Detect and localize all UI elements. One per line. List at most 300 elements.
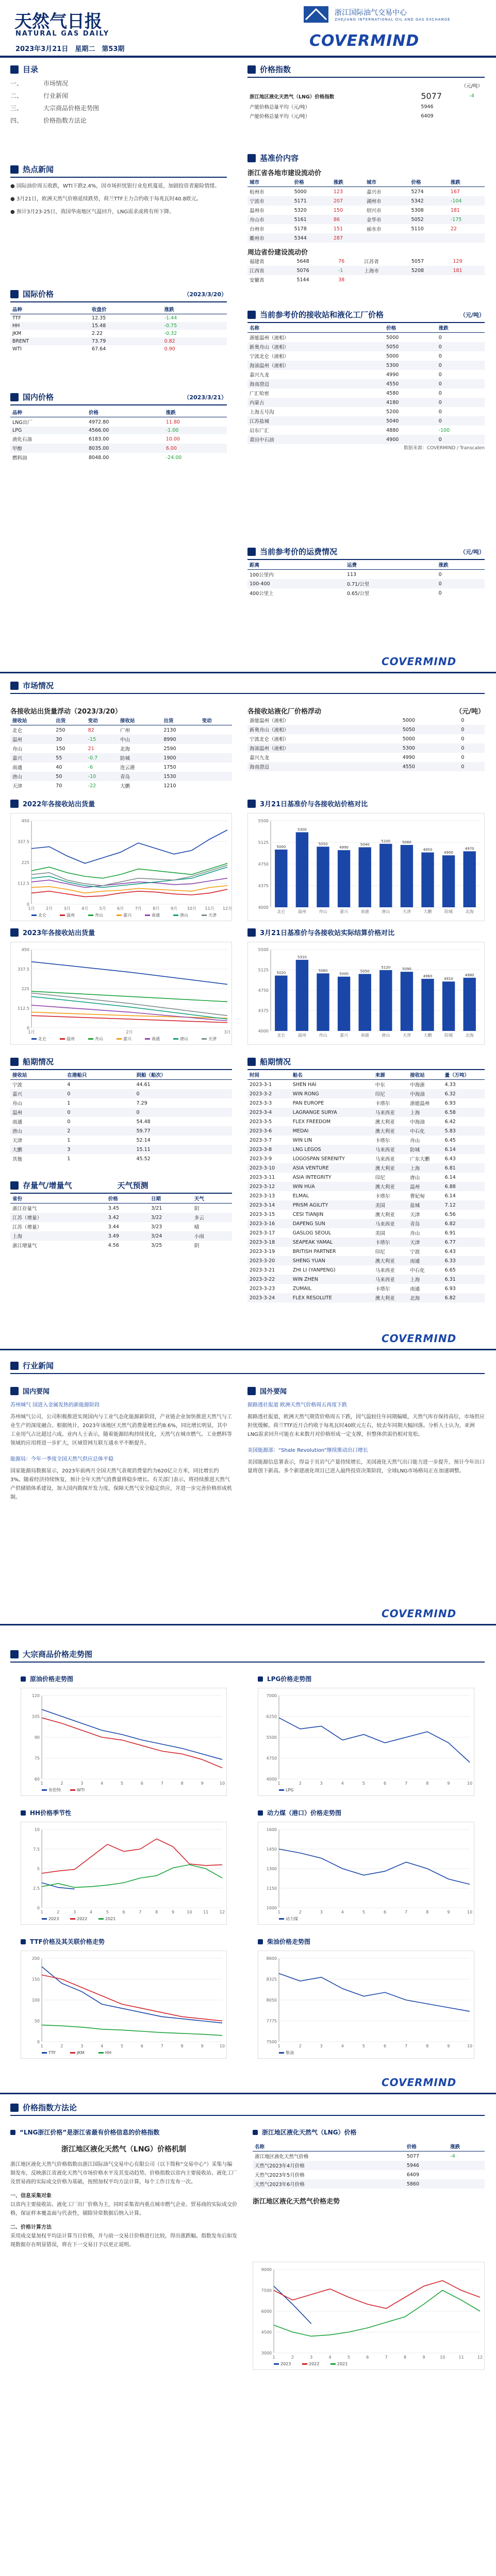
table-row <box>247 1210 485 1219</box>
table-cell: TTF <box>12 315 21 321</box>
x-tick-label: 5 <box>347 2355 351 2360</box>
table-row <box>247 1173 485 1182</box>
data-label: 5050 <box>360 969 370 974</box>
table-cell: 温州 <box>10 735 54 744</box>
x-tick-label: 2 <box>60 1781 63 1786</box>
legend-swatch <box>117 1038 122 1040</box>
toc-item[interactable]: 二、 行业新闻 <box>10 92 69 99</box>
x-tick-label: 7 <box>160 2044 163 2048</box>
legend-label: 舟山 <box>95 1037 103 1041</box>
table-cell: 4990 <box>386 371 399 378</box>
table-cell: 2023-3-8 <box>247 1145 291 1154</box>
table-row <box>247 1089 485 1098</box>
source-note: 数据来源：COVERMIND / Transcalen <box>403 446 485 451</box>
table-cell: -22 <box>88 783 96 789</box>
column-header: 接收站 <box>118 716 161 725</box>
legend-label: 2021 <box>105 1917 116 1921</box>
table-cell: 其他 <box>12 1157 23 1162</box>
method-table <box>253 2142 485 2189</box>
table-cell: 5274 <box>411 189 424 195</box>
y-tick-label: 4000 <box>266 1777 277 1782</box>
data-label: 4980 <box>465 973 474 977</box>
column-header: 价格 <box>106 1194 149 1204</box>
table-cell: 江苏盐城 <box>247 416 384 426</box>
table-cell: 5057 <box>411 258 424 264</box>
exchange-name-cn: 浙江国际油气交易中心 <box>335 9 407 17</box>
table-row <box>247 1145 485 1154</box>
column-header: 涨跌 <box>164 408 227 417</box>
legend-label: JKM <box>77 2050 85 2055</box>
table-cell <box>200 744 232 753</box>
table-row <box>10 772 232 781</box>
table-cell: -10 <box>86 772 118 781</box>
table-row <box>10 753 232 762</box>
series-line-TTF <box>42 1967 222 2023</box>
bar-大鹏 <box>421 979 434 1031</box>
base-price-subheading: 浙江省各地市建设流动价 <box>247 170 322 177</box>
table-cell: JKM <box>12 331 22 336</box>
legend-swatch <box>88 1038 93 1040</box>
x-tick-label: 3 <box>320 2044 323 2048</box>
table-cell: -4 <box>469 93 474 99</box>
table-cell: 澳大利亚 <box>375 1212 395 1218</box>
table-cell: -0.7 <box>86 753 118 762</box>
table-cell: 新奥舟山（液相） <box>247 342 384 351</box>
bar-唐山 <box>379 844 392 907</box>
column-header: 价格 <box>87 408 164 417</box>
table-cell: 3/24 <box>149 1231 192 1241</box>
table-cell: 0 <box>65 1108 134 1117</box>
x-tick-label: 8 <box>426 1910 429 1914</box>
x-tick-label: 北仑 <box>277 909 286 914</box>
legend-swatch <box>42 1789 47 1791</box>
y-tick-label: 4750 <box>258 988 269 993</box>
domestic-text: 苏州城气公司，公司积极推进实现国内与工业气态化能源新阶段，产业链企业加快推进天然气与工业生产的深度融合。根据统计，2023年该地区天然气消费量增长约8.6%，同比增长明显，其中工业用气占比超过六成。业内人士表示，随着能源结构持续优化，天然气在城市燃气、工业燃料等领域的应用将进一步扩大，区域管网互联互通水平不断提升。 <box>10 1414 232 1446</box>
table-row <box>247 1117 485 1126</box>
table-cell: 1 <box>67 1156 71 1162</box>
x-tick-label: 6月 <box>117 906 124 911</box>
divider <box>247 77 485 78</box>
table-cell: 70 <box>56 783 62 789</box>
table-cell: 0 <box>459 743 485 753</box>
legend-swatch <box>60 1038 65 1040</box>
column-header: 价格 <box>409 177 449 187</box>
table-cell: 5000 <box>294 189 307 195</box>
table-cell: 6.58 <box>443 1108 485 1117</box>
table-cell: 5161 <box>292 215 332 224</box>
table-cell: 4180 <box>384 398 437 407</box>
toc-icon <box>10 65 19 74</box>
bar-嘉兴 <box>338 977 350 1031</box>
y-tick-label: 4500 <box>261 2330 272 2335</box>
table-row <box>247 716 485 725</box>
divider <box>10 177 227 178</box>
column-header: 变动 <box>200 716 232 725</box>
toc-item[interactable]: 四、 价格指数方法论 <box>10 117 87 124</box>
table-cell: 澳大利亚 <box>373 1182 408 1191</box>
bar-温州 <box>296 832 308 907</box>
table-row <box>247 416 485 426</box>
legend-label: 2023 <box>48 1917 59 1921</box>
legend-swatch <box>274 2363 279 2365</box>
x-tick-label: 6 <box>140 1781 143 1786</box>
column-header: 品种 <box>10 408 87 417</box>
table-row <box>247 257 485 266</box>
legend-label: 天津 <box>208 1037 217 1041</box>
table-cell: 5860 <box>405 2179 448 2189</box>
base-price-section <box>247 152 485 284</box>
column-header: 涨跌 <box>449 177 485 187</box>
table-row <box>247 1200 485 1210</box>
legend-swatch <box>173 914 178 916</box>
table-cell: PRISM AGILITY <box>291 1200 373 1210</box>
domestic-headline-2[interactable]: 能源局：今年一季度全国天然气供应总体平稳 <box>10 1456 113 1462</box>
base-price-heading: 基准价内容 <box>247 152 485 163</box>
table-row <box>247 1154 485 1163</box>
table-row <box>247 725 485 734</box>
neighbor-subheading: 周边省份建设流动价 <box>247 249 308 257</box>
x-tick-label: 嘉兴 <box>340 1033 349 1038</box>
column-header: 价格 <box>405 2142 448 2151</box>
hot-news-list <box>10 182 227 216</box>
table-cell: WTI <box>12 346 22 352</box>
table-cell: 4.33 <box>444 1081 456 1088</box>
ship-fee-table <box>247 560 485 598</box>
table-cell: 2023-3-16 <box>247 1219 291 1228</box>
table-cell: 5648 <box>296 258 309 264</box>
x-tick-label: 4 <box>341 1910 344 1914</box>
table-cell: 0.71/公里 <box>345 579 437 588</box>
table-row <box>247 1136 485 1145</box>
x-tick-label: 5 <box>362 2044 365 2048</box>
legend-swatch <box>145 1038 150 1040</box>
table-row <box>247 1191 485 1200</box>
table-row <box>247 1108 485 1117</box>
x-tick-label: 唐山 <box>382 1033 390 1038</box>
table-row <box>247 333 485 343</box>
table-cell: 北海 <box>120 747 130 752</box>
table-cell: 5077 <box>406 2153 420 2159</box>
table-cell: 卡塔尔 <box>375 1194 390 1199</box>
table-cell: SHEN HAI <box>292 1081 317 1088</box>
table-row <box>247 388 485 398</box>
table-cell: 6.43 <box>444 1156 456 1162</box>
column-header: 品种 <box>10 304 90 314</box>
table-cell: 卡塔尔 <box>375 1101 390 1107</box>
table-cell: 2 <box>65 1126 134 1136</box>
column-header: 涨跌 <box>332 177 365 187</box>
table-row <box>247 1098 485 1108</box>
table-cell: 1530 <box>161 772 200 781</box>
x-tick-label: 天津 <box>402 1033 411 1038</box>
x-tick-label: 5 <box>106 1910 109 1914</box>
legend-label: 南通 <box>152 913 160 918</box>
column-header: 接收站 <box>408 1070 442 1080</box>
table-cell: 海南澄迈 <box>247 762 401 771</box>
table-cell: 181 <box>451 266 485 275</box>
column-header: 变动 <box>86 716 118 725</box>
x-tick-label: 3 <box>320 1781 323 1786</box>
table-cell: GASLOG SEOUL <box>292 1230 332 1236</box>
table-row <box>10 1231 232 1241</box>
table-cell: 6.82 <box>443 1293 485 1302</box>
flag-icon <box>10 393 19 401</box>
brand-logo: COVERMIND <box>382 2076 457 2089</box>
x-tick-label: 大鹏 <box>423 909 432 914</box>
table-cell: 5300 <box>401 743 459 753</box>
x-tick-label: 2 <box>299 1910 302 1914</box>
table-cell: 129 <box>453 258 462 264</box>
market-icon <box>10 682 19 690</box>
table-cell <box>365 233 409 243</box>
table-cell: 嘉兴市 <box>366 190 382 195</box>
bar-舟山 <box>317 973 329 1031</box>
method-section <box>10 2102 485 2116</box>
y-tick-label: 8050 <box>266 1998 277 2003</box>
x-tick-label: 10 <box>219 2044 225 2048</box>
table-cell <box>200 725 232 735</box>
table-cell: 6.56 <box>444 1211 456 1217</box>
commodity-section <box>10 1649 485 1663</box>
data-label: 5080 <box>402 840 411 845</box>
recv-price-table <box>247 716 485 771</box>
table-cell: 151 <box>333 226 343 232</box>
toc-list <box>10 79 227 128</box>
y-tick-label: 0 <box>26 1026 29 1030</box>
table-cell: 1750 <box>163 764 176 770</box>
x-tick-label: 2 <box>291 2355 294 2360</box>
legend-label: 动力煤 <box>286 1917 298 1921</box>
method-doc-title: 浙江地区液化天然气（LNG）价格机制 <box>61 2145 187 2154</box>
table-cell: 马来西亚 <box>373 1145 408 1154</box>
table-row <box>247 1080 485 1090</box>
column-header: 量（万吨） <box>443 1070 485 1080</box>
table-row <box>10 1213 232 1222</box>
bar-北仑 <box>275 976 287 1031</box>
legend-label: 2022 <box>309 2362 320 2366</box>
table-cell: 2023-3-10 <box>247 1163 291 1173</box>
table-row <box>247 426 485 435</box>
table-cell: 0.90 <box>164 346 175 352</box>
legend-swatch <box>70 2052 75 2054</box>
c6-title: 柴油价格走势图 <box>258 1937 474 1946</box>
table-cell: 南通 <box>12 1120 23 1125</box>
table-cell: 6.00 <box>164 444 227 453</box>
legend-swatch <box>202 914 207 916</box>
table-cell: 南通 <box>410 1286 420 1292</box>
ships-in-heading: 船期情况 <box>10 1056 232 1067</box>
table-cell: 3/23 <box>151 1224 162 1230</box>
table-cell: 6.45 <box>444 1137 456 1143</box>
y-tick-label: 0 <box>37 1906 40 1910</box>
table-cell: 6.14 <box>444 1193 456 1199</box>
brand-logo: COVERMIND <box>382 655 457 668</box>
table-cell: 天津 <box>410 1212 420 1218</box>
bar-南通 <box>359 848 371 907</box>
series-line-温州 <box>31 1015 227 1023</box>
y-tick-label: 5125 <box>258 840 269 845</box>
table-cell: 2023-3-5 <box>250 1118 272 1125</box>
table-row <box>253 2161 485 2170</box>
intl-headline-2[interactable]: 美国能源部：“Shale Revolution”继续推动出口增长 <box>247 1448 368 1453</box>
table-cell: 浙能温州 <box>410 1101 430 1107</box>
table-cell: 0 <box>461 736 465 742</box>
x-tick-label: 10 <box>440 2355 445 2360</box>
table-cell: 287 <box>332 233 365 243</box>
table-row <box>247 187 485 197</box>
legend-label: 布伦特 <box>48 1788 61 1792</box>
y-tick-label: 5125 <box>258 968 269 973</box>
x-tick-label: 8月 <box>153 906 160 911</box>
legend-label: 天津 <box>208 913 217 918</box>
chart4-title: 3月21日基准价与各接收站实际结算价格对比 <box>247 927 485 937</box>
legend-swatch <box>330 2363 336 2365</box>
x-tick-label: 12 <box>219 1910 225 1914</box>
table-cell: 8035.00 <box>87 444 164 453</box>
intl-heading: 国外要闻 <box>247 1386 485 1396</box>
table-cell: 0 <box>437 579 485 588</box>
table-cell: 44.61 <box>136 1081 151 1088</box>
x-tick-label: 5月 <box>99 906 106 911</box>
toc-item[interactable]: 三、 大宗商品价格走势图 <box>10 105 100 112</box>
table-cell: FLEX FREEDOM <box>292 1118 331 1125</box>
table-cell: 22 <box>450 226 457 232</box>
table-cell: 10.00 <box>166 436 180 442</box>
table-cell: 嘉兴九龙 <box>250 372 270 378</box>
x-tick-label: 1 <box>277 1781 280 1786</box>
x-tick-label: 3月 <box>63 906 71 911</box>
data-label: 5300 <box>297 827 307 832</box>
commodity-heading: 大宗商品价格走势图 <box>10 1649 485 1659</box>
table-cell: 澳大利亚 <box>373 1126 408 1136</box>
x-tick-label: 9 <box>447 1910 450 1914</box>
table-cell: 0 <box>438 334 442 341</box>
table-cell: 上海 <box>408 1108 442 1117</box>
y-tick-label: 10 <box>34 1827 40 1832</box>
y-tick-label: 112.5 <box>18 881 29 886</box>
lpg-chart <box>258 1688 474 1796</box>
x-tick-label: 11月 <box>205 906 214 911</box>
x-tick-label: 12 <box>477 2355 483 2360</box>
legend-label: LPG <box>286 1788 294 1792</box>
news-heading: 行业新闻 <box>10 1360 485 1371</box>
table-cell: 马来西亚 <box>373 1275 408 1284</box>
table-cell: 5178 <box>294 226 307 232</box>
table-cell: 2023-3-12 <box>247 1182 291 1191</box>
y-tick-label: 1300 <box>266 1867 277 1871</box>
legend-label: 唐山 <box>180 913 188 918</box>
table-cell: 南通 <box>12 765 23 771</box>
table-row <box>10 735 232 744</box>
table-cell: 400公里上 <box>250 591 274 597</box>
bar-北海 <box>464 851 476 907</box>
table-cell <box>467 111 485 121</box>
column-header: 运费 <box>345 560 437 570</box>
table-cell: 温州 <box>10 1108 65 1117</box>
table-cell: 广汇哈密 <box>250 391 270 397</box>
table-cell: 衢州市 <box>247 233 292 243</box>
x-tick-label: 2 <box>299 2044 302 2048</box>
table-cell: 舟山 <box>12 747 23 752</box>
x-tick-label: 1 <box>40 1781 43 1786</box>
data-label: 5120 <box>381 965 391 970</box>
intl-headline[interactable]: 据路透社报道 欧洲天然气价格周五再度下跌 <box>247 1402 348 1408</box>
intl-text-2: 美国能源信息署表示，得益于页岩气产量持续增长，美国液化天然气出口能力进一步提升，预计今年出口量将创下新高。多个新建液化项目已进入最终投资决策阶段，全球LNG市场格局正在加速调整。 <box>247 1460 485 1474</box>
table-cell: ZUMAIL <box>292 1285 312 1292</box>
legend-swatch <box>42 1918 47 1920</box>
table-cell: 内蒙古 <box>247 398 384 407</box>
table-row <box>247 342 485 351</box>
section-divider <box>0 672 496 673</box>
table-row <box>10 1126 232 1136</box>
table-row <box>247 111 485 121</box>
x-tick-label: 8 <box>180 1781 184 1786</box>
table-cell: 新奥舟山（液相） <box>247 725 401 734</box>
table-cell: 6.32 <box>443 1089 485 1098</box>
table-cell: 6.91 <box>444 1230 456 1236</box>
table-cell <box>448 2179 485 2189</box>
bar-天津 <box>401 845 413 907</box>
table-cell: 江苏（增量） <box>10 1213 106 1222</box>
neighbor-price-table <box>247 257 485 284</box>
legend-label: 嘉兴 <box>123 1037 131 1041</box>
legend-label: HH <box>105 2050 112 2055</box>
table-cell: 印尼 <box>375 1249 385 1255</box>
table-cell: 南通 <box>408 1256 442 1265</box>
domestic-headline[interactable]: 苏州城气 国进入金属发热的新能源阶段 <box>10 1402 100 1408</box>
table-cell: 浙能温州（液相） <box>250 335 289 341</box>
legend-swatch <box>70 1789 75 1791</box>
bar-唐山 <box>379 970 392 1031</box>
table-cell: 中海油 <box>408 1089 442 1098</box>
table-cell: 21 <box>88 745 94 752</box>
table-row <box>247 379 485 388</box>
table-cell: 59.77 <box>135 1126 233 1136</box>
table-cell: 浙江存量气 <box>12 1206 37 1212</box>
table-cell: 2023-3-14 <box>247 1200 291 1210</box>
column-header: 城市 <box>365 177 409 187</box>
ship-fee-section <box>247 546 485 598</box>
table-cell: 2023-3-7 <box>250 1137 272 1143</box>
table-cell: 宁波北仑（液相） <box>250 737 289 742</box>
table-cell: 舟山市 <box>247 215 292 224</box>
legend-label: 唐山 <box>180 1037 188 1041</box>
table-cell: 181 <box>450 207 460 213</box>
method-chart-title: 浙江地区液化天然气价格走势 <box>253 2198 340 2206</box>
table-cell: 4566.00 <box>87 427 164 434</box>
table-cell: 宁波市 <box>247 196 292 206</box>
table-cell: 0 <box>459 725 485 734</box>
table-cell: 6.43 <box>444 1248 456 1255</box>
table-cell: 2023-3-11 <box>250 1174 275 1180</box>
table-cell: MEDAI <box>291 1126 373 1136</box>
x-tick-label: 2月 <box>126 1030 133 1035</box>
table-cell: 1 <box>67 1137 71 1143</box>
table-cell: -0.32 <box>164 331 177 336</box>
y-tick-label: 75 <box>34 1756 40 1761</box>
x-tick-label: 3月 <box>224 1030 231 1035</box>
toc-item[interactable]: 一、 市场情况 <box>10 80 69 87</box>
x-tick-label: 舟山 <box>319 1033 327 1038</box>
bar-防城 <box>442 981 455 1031</box>
table-cell <box>362 275 409 284</box>
table-cell: 40 <box>56 764 62 770</box>
table-cell: 唐山 <box>10 1126 65 1136</box>
table-cell: DAPENG SUN <box>291 1219 373 1228</box>
table-cell: 0 <box>135 1089 233 1098</box>
table-cell: 阴 <box>194 1206 200 1212</box>
x-tick-label: 12月 <box>222 906 233 911</box>
